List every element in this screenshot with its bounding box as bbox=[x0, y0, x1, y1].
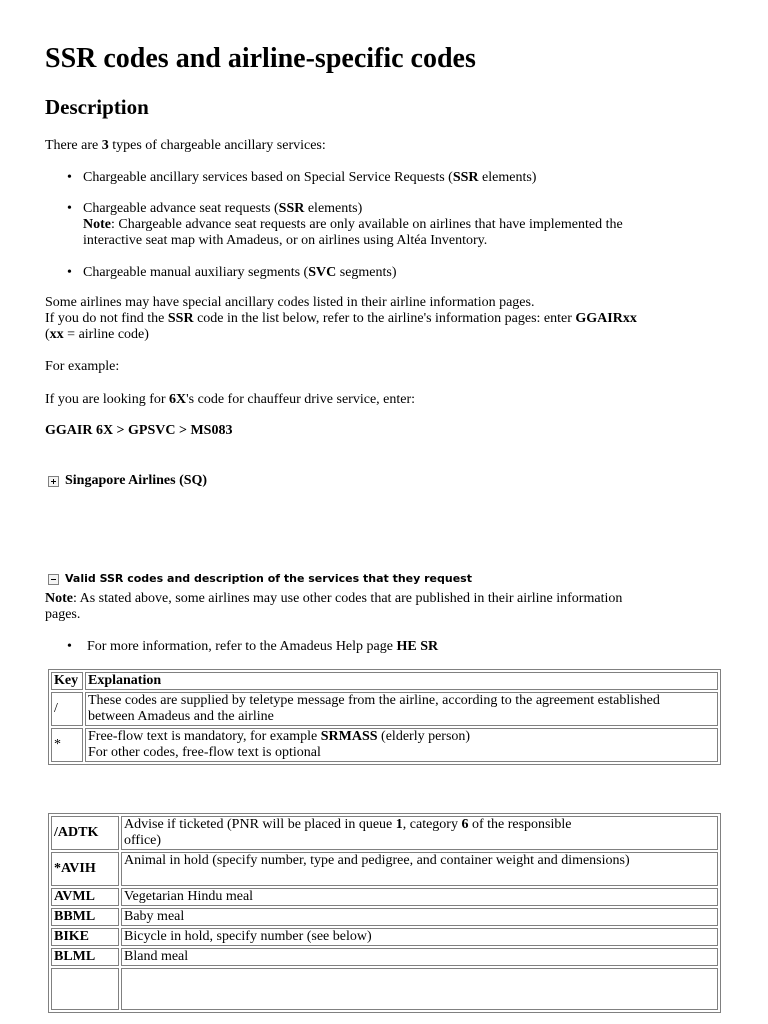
for-example-text: For example: bbox=[45, 359, 120, 374]
section-toggle-label[interactable]: Singapore Airlines (SQ) bbox=[65, 473, 208, 488]
description-cell: Advise if ticketed (PNR will be placed in queue 1, category 6 of the responsible office) bbox=[121, 816, 718, 850]
code-cell: AVML bbox=[51, 888, 119, 906]
description-cell: Animal in hold (specify number, type and pedigree, and container weight and dimensions) bbox=[121, 852, 718, 886]
description-cell: Baby meal bbox=[121, 908, 718, 926]
table-row bbox=[51, 908, 718, 926]
list-item: • Chargeable advance seat requests (SSR elements) Note: Chargeable advance seat requests are only available on airlines that have implemented the interactive seat map with Amadeus, or on airlines using Altéa Inventory. bbox=[45, 201, 763, 249]
list-item: • Chargeable ancillary services based on Special Service Requests (SSR elements) bbox=[45, 170, 763, 186]
description-cell: Bicycle in hold, specify number (see below) bbox=[121, 928, 718, 946]
note-paragraph: Note: As stated above, some airlines may use other codes that are published in their airline information pages. bbox=[45, 591, 623, 622]
list-item: • For more information, refer to the Amadeus Help page HE SR bbox=[45, 639, 767, 655]
table-row bbox=[51, 888, 718, 906]
code-cell bbox=[51, 968, 119, 1010]
section-toggle-singapore-airlines[interactable] bbox=[48, 473, 207, 489]
section-toggle-valid-ssr-codes[interactable] bbox=[48, 571, 472, 587]
key-cell: / bbox=[51, 692, 83, 726]
table-row bbox=[51, 928, 718, 946]
table-row bbox=[51, 948, 718, 966]
ssr-codes-table bbox=[48, 813, 721, 1013]
key-table bbox=[48, 669, 721, 765]
looking-for-paragraph: If you are looking for 6X's code for chauffeur drive service, enter: bbox=[45, 392, 416, 407]
collapse-icon[interactable] bbox=[48, 574, 59, 585]
key-cell: * bbox=[51, 728, 83, 762]
description-cell: Bland meal bbox=[121, 948, 718, 966]
column-header-explanation: Explanation bbox=[85, 672, 718, 690]
code-cell: BLML bbox=[51, 948, 119, 966]
table-row bbox=[51, 692, 718, 726]
table-row bbox=[51, 852, 718, 886]
table-row bbox=[51, 816, 718, 850]
description-cell: Vegetarian Hindu meal bbox=[121, 888, 718, 906]
description-cell bbox=[121, 968, 718, 1010]
column-header-key: Key bbox=[51, 672, 83, 690]
table-row bbox=[51, 968, 718, 1010]
expand-icon[interactable] bbox=[48, 476, 59, 487]
section-heading-description: Description bbox=[45, 95, 149, 119]
table-header-row bbox=[51, 672, 718, 690]
code-cell: *AVIH bbox=[51, 852, 119, 886]
code-cell: BIKE bbox=[51, 928, 119, 946]
list-item: • Chargeable manual auxiliary segments (SVC segments) bbox=[45, 265, 763, 281]
code-cell: BBML bbox=[51, 908, 119, 926]
code-cell: /ADTK bbox=[51, 816, 119, 850]
intro-paragraph: There are 3 types of chargeable ancillary services: bbox=[45, 138, 326, 153]
explanation-cell: These codes are supplied by teletype message from the airline, according to the agreement established between Amadeus and the airline bbox=[85, 692, 718, 726]
section-toggle-label[interactable]: Valid SSR codes and description of the services that they request bbox=[65, 572, 472, 585]
page-title: SSR codes and airline-specific codes bbox=[45, 43, 476, 74]
example-command: GGAIR 6X > GPSVC > MS083 bbox=[45, 423, 233, 438]
airline-codes-paragraph: Some airlines may have special ancillary codes listed in their airline information pages. If you do not find the SSR code in the list below, refer to the airline's information pages: enter GGAIRxx (xx = airline code) bbox=[45, 295, 637, 342]
explanation-cell: Free-flow text is mandatory, for example SRMASS (elderly person) For other codes, free-flow text is optional bbox=[85, 728, 718, 762]
table-row bbox=[51, 728, 718, 762]
